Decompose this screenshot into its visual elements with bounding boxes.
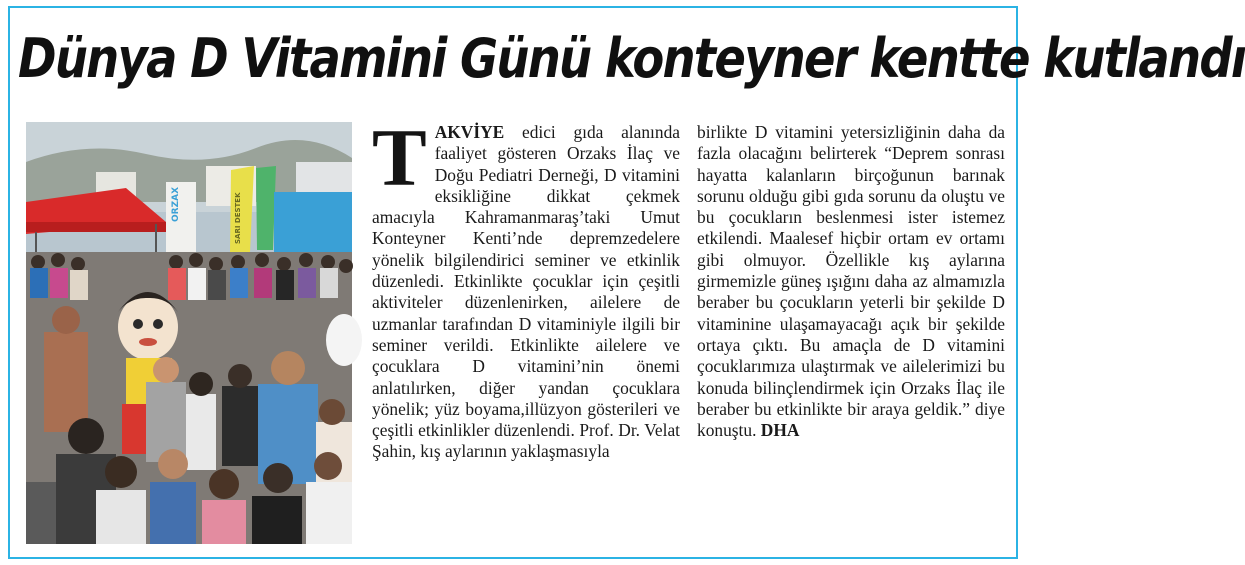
headline: Dünya D Vitamini Günü konteyner kentte kutlandı [18,27,1245,90]
drop-cap: T [372,112,427,203]
column-2-body: birlikte D vitamini yetersizliğinin daha da fazla olacağını belirterek “Deprem sonrası hayatta kalanların birçoğunun barınak sorunu olduğu gibi gıda sorunu da oluştu ve bu çocukların beslenmesi ister istemez etkilendi. Maalesef hiçbir ortam ev ortamı gibi olmuyor. Özellikle kış aylarına girmemizle güneş ışığını daha az almamızla beraber bu çocukların yeterli bir şekilde D vitaminine ulaşamayacağı açık bir şekilde ortaya çıktı. Bu amaçla de D vitamini çocuklarımıza ulaştırmak ve ailelerimizi bu konuda bilinçlendirmek için Orzaks İlaç ile beraber bu etkinlikte bir araya geldik.” diye konuştu. [697,122,1005,441]
event-photo [26,122,352,544]
column-1-body: edici gıda alanında faaliyet gösteren Orzaks İlaç ve Doğu Pediatri Derneği, D vitamini eksikliğine dikkat çekmek amacıyla Kahramanmaraş’taki Umut Konteyner Kenti’nde depremzedelere yönelik bilgilendirici seminer ve etkinlik düzenledi. Etkinlikte çocuklar için çeşitli aktiviteler düzenlenirken, ailelere de uzmanlar tarafından D vitaminiyle ilgili bir seminer verildi. Etkinlikte ailelere ve çocuklara D vitamini’nin önemi anlatılırken, diğer yandan çocuklara yönelik; yüz boyama,illüzyon gösterileri ve çeşitli etkinlikler düzenlendi. Prof. Dr. Velat Şahin, kış aylarının yaklaşmasıyla [372,122,680,462]
lead-word: AKVİYE [434,122,505,142]
banner-text-destek: SARI DESTEK [234,192,242,244]
agency-signature: DHA [760,420,800,441]
banner-text-orzax: ORZAX [171,186,181,222]
article-column-2 [697,122,1005,441]
article-column-1 [372,112,680,463]
